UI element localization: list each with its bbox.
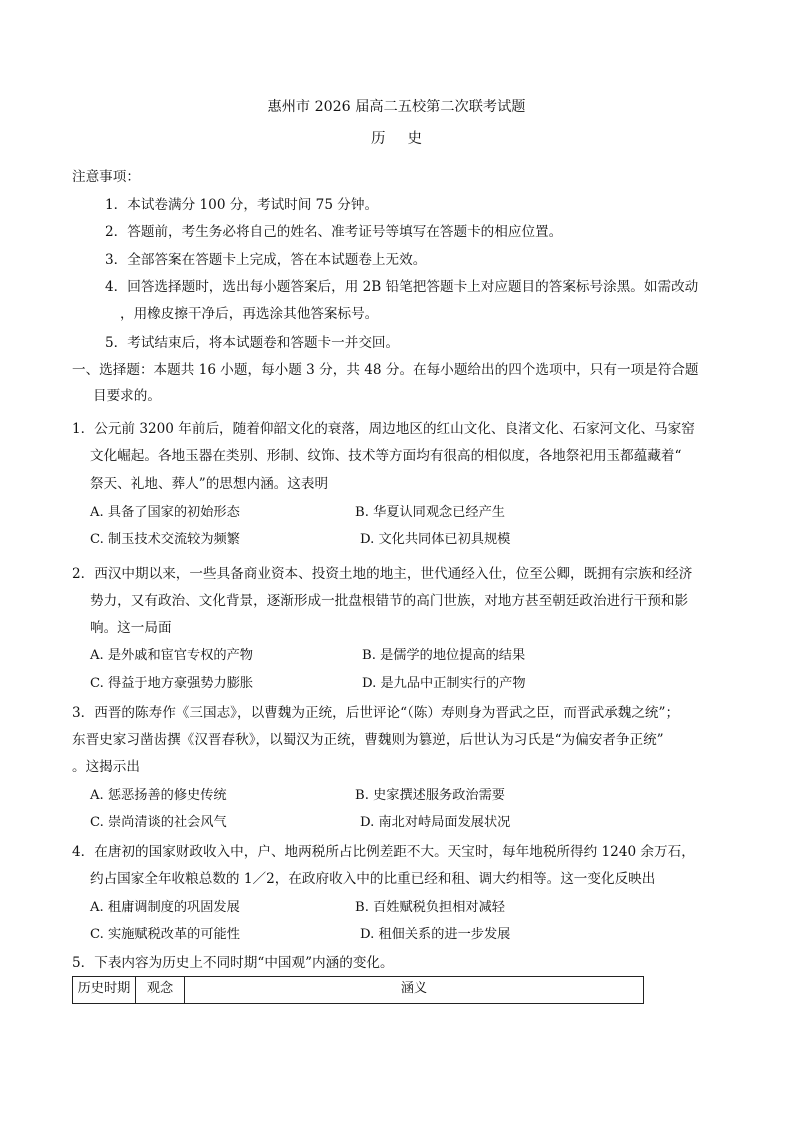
question-2-option-d: D. 是九品中正制实行的产物: [362, 676, 526, 691]
question-1-line: 祭天、礼地、葬人”的思想内涵。这表明: [90, 476, 329, 492]
question-4-option-c: C. 实施赋税改革的可能性: [90, 927, 240, 942]
question-2-option-c: C. 得益于地方豪强势力膨胀: [90, 676, 254, 691]
notice-item: 4．回答选择题时，选出每小题答案后，用 2B 铅笔把答题卡上对应题目的答案标号涂黑。如需改动: [105, 279, 699, 295]
question-1-option-a: A. 具备了国家的初始形态: [90, 505, 240, 520]
question-1-line: 1．公元前 3200 年前后，随着仰韶文化的衰落，周边地区的红山文化、良渚文化、石家河文化、马家窑: [72, 421, 695, 437]
question-4-line: 4．在唐初的国家财政收入中，户、地两税所占比例差距不大。天宝时，每年地税所得约 1240 余万石，: [72, 844, 695, 860]
question-1-line: 文化崛起。各地玉器在类别、形制、纹饰、技术等方面均有很高的相似度，各地祭祀用玉都蕴藏着“: [90, 448, 682, 464]
question-4-option-a: A. 租庸调制度的巩固发展: [90, 900, 240, 915]
question-2-line: 响。这一局面: [90, 620, 172, 636]
question-3-option-d: D. 南北对峙局面发展状况: [360, 815, 511, 830]
notice-item: 2．答题前，考生务必将自己的姓名、准考证号等填写在答题卡的相应位置。: [105, 224, 563, 240]
question-4-option-b: B. 百姓赋税负担相对减轻: [355, 900, 505, 915]
section-heading: 一、选择题：本题共 16 小题，每小题 3 分，共 48 分。在每小题给出的四个选项中，只有一项是符合题: [72, 362, 699, 378]
question-4-option-d: D. 租佃关系的进一步发展: [360, 927, 511, 942]
question-2-line: 势力，又有政治、文化背景，逐渐形成一批盘根错节的高门世族，对地方甚至朝廷政治进行干预和影: [90, 593, 689, 609]
question-3-line: 。这揭示出: [72, 759, 140, 775]
subject-char-1: 历: [371, 131, 386, 147]
question-3-line: 东晋史家习凿齿撰《汉晋春秋》，以蜀汉为正统，曹魏则为篡逆，后世认为习氏是“为偏安者争正统”: [72, 732, 664, 748]
section-heading-continued: 目要求的。: [93, 388, 161, 404]
question-1-option-b: B. 华夏认同观念已经产生: [355, 505, 505, 520]
table-header-meaning: 涵义: [185, 977, 644, 1004]
history-table: [72, 976, 644, 1004]
question-2-line: 2．西汉中期以来，一些具备商业资本、投资土地的地主，世代通经入仕，位至公卿，既拥有宗族和经济: [72, 566, 693, 582]
subject-title: [0, 127, 793, 148]
notice-item: 1．本试卷满分 100 分，考试时间 75 分钟。: [105, 197, 379, 213]
notice-item: 3．全部答案在答题卡上完成，答在本试题卷上无效。: [105, 252, 427, 268]
question-2-option-a: A. 是外戚和宦官专权的产物: [90, 648, 253, 663]
question-2-option-b: B. 是儒学的地位提高的结果: [362, 648, 526, 663]
notice-item-continued: ，用橡皮擦干净后，再选涂其他答案标号。: [120, 306, 379, 322]
question-4-line: 约占国家全年收粮总数的 1／2，在政府收入中的比重已经和租、调大约相等。这一变化反映出: [90, 871, 656, 887]
question-3-line: 3．西晋的陈寿作《三国志》，以曹魏为正统，后世评论“（陈）寿则身为晋武之臣，而晋武承魏之统”；: [72, 705, 680, 721]
question-3-option-a: A. 惩恶扬善的修史传统: [90, 788, 227, 803]
notice-item: 5．考试结束后，将本试题卷和答题卡一并交回。: [105, 335, 400, 351]
question-3-option-c: C. 崇尚清谈的社会风气: [90, 815, 227, 830]
notice-heading: 注意事项：: [72, 169, 140, 185]
table-header-period: 历史时期: [73, 977, 136, 1004]
question-5-line: 5．下表内容为历史上不同时期“中国观”内涵的变化。: [72, 955, 394, 971]
question-1-option-d: D. 文化共同体已初具规模: [360, 532, 511, 547]
question-1-option-c: C. 制玉技术交流较为频繁: [90, 532, 240, 547]
question-3-option-b: B. 史家撰述服务政治需要: [355, 788, 505, 803]
table-header-row: [73, 977, 644, 1004]
subject-char-2: 史: [407, 131, 422, 147]
table-header-concept: 观念: [136, 977, 185, 1004]
exam-title: 惠州市 2026 届高二五校第二次联考试题: [267, 99, 526, 115]
